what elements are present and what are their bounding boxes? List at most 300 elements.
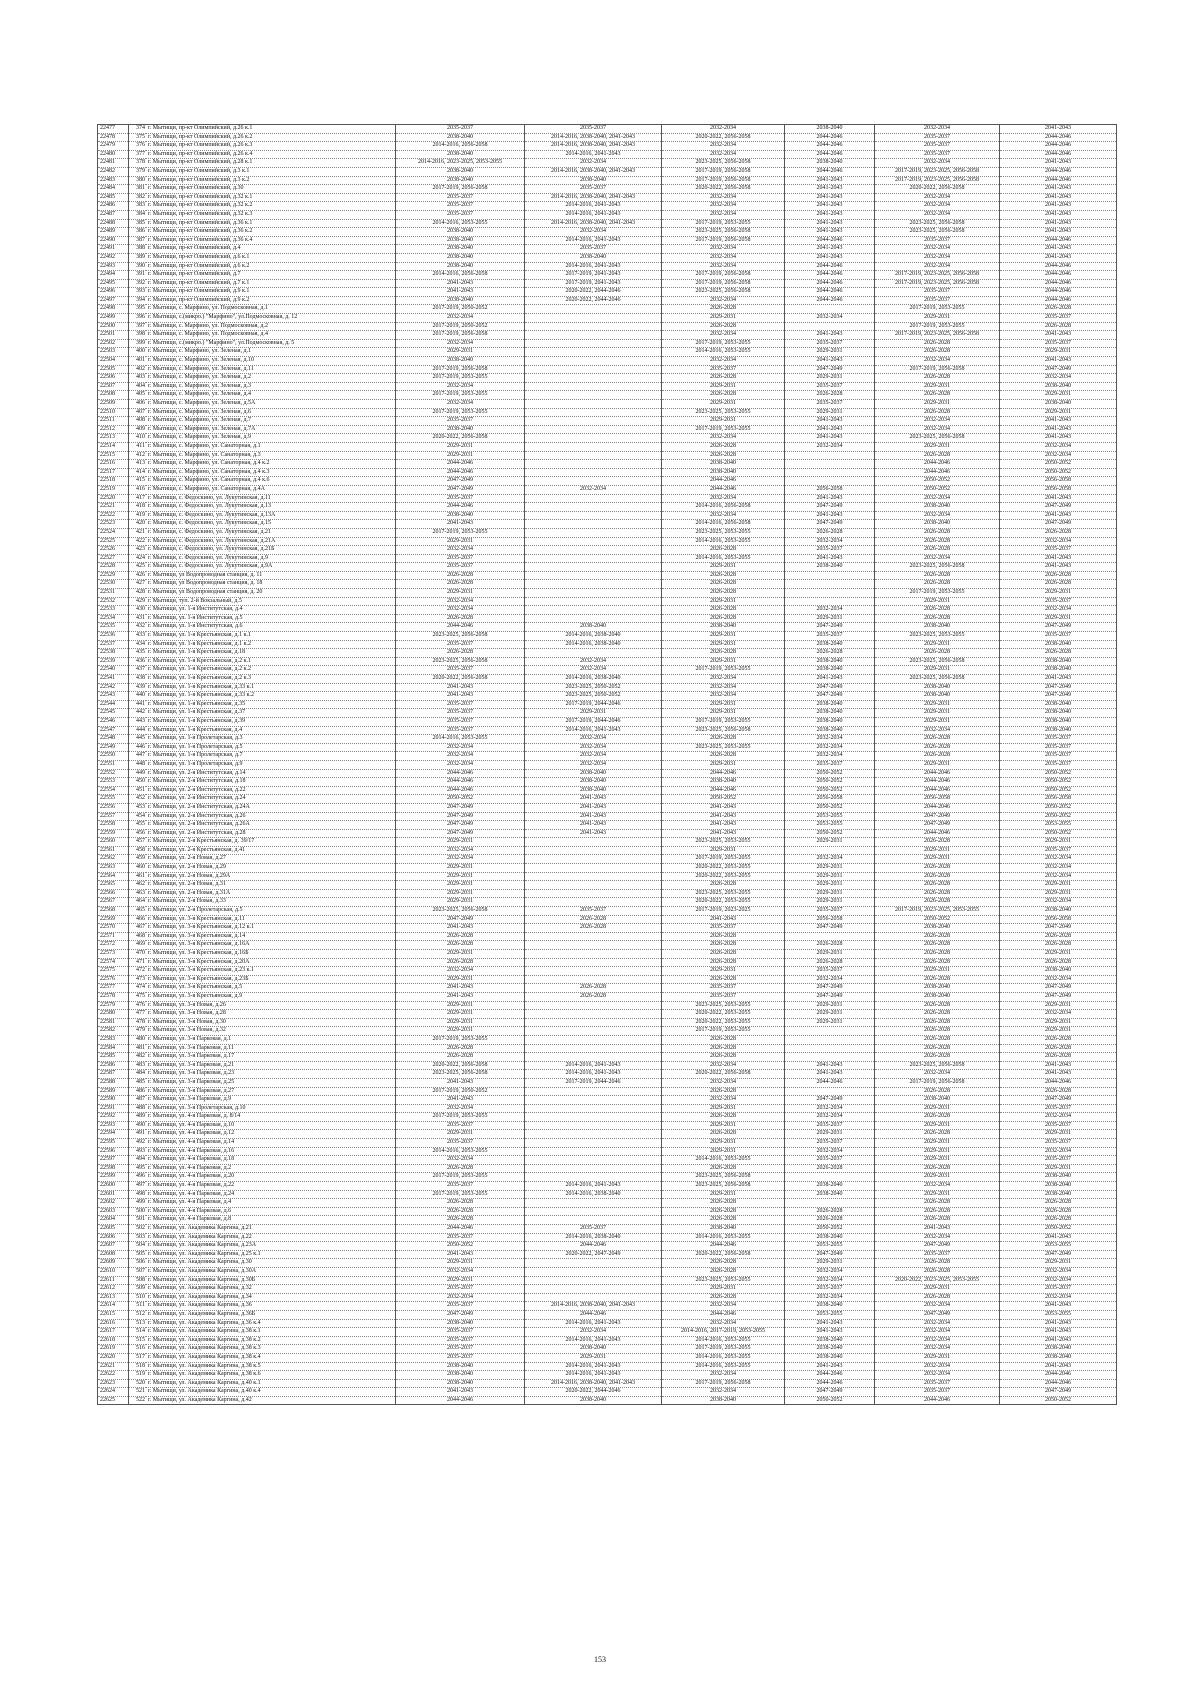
address-cell: г. Мытищи, ул. Академика Каргина, д.38 к.6 bbox=[146, 1371, 396, 1380]
period-cell-5: 2026-2028 bbox=[875, 898, 1000, 907]
period-cell-2 bbox=[525, 1164, 662, 1173]
period-cell-1: 2032-2034 bbox=[396, 1267, 525, 1276]
period-cell-2: 2014-2016, 2041-2043 bbox=[525, 1319, 662, 1328]
table-row bbox=[98, 1130, 1117, 1139]
period-cell-4: 2035-2037 bbox=[785, 967, 875, 976]
table-row bbox=[98, 967, 1117, 976]
period-cell-1: 2029-2031 bbox=[396, 889, 525, 898]
period-cell-2: 2032-2034 bbox=[525, 1328, 662, 1337]
address-cell: г. Мытищи, ул. 4-я Парковая, д.20 bbox=[146, 1173, 396, 1182]
row-number-cell: 511 bbox=[129, 1302, 147, 1311]
period-cell-5: 2026-2028 bbox=[875, 1207, 1000, 1216]
address-cell: г. Мытищи, ул. 2-я Институтская, д.22 bbox=[146, 786, 396, 795]
row-id-cell: 22596 bbox=[98, 1147, 129, 1156]
period-cell-1: 2032-2034 bbox=[396, 1293, 525, 1302]
row-id-cell: 22516 bbox=[98, 460, 129, 469]
row-number-cell: 426 bbox=[129, 571, 147, 580]
period-cell-1: 2026-2028 bbox=[396, 1207, 525, 1216]
address-cell: г. Мытищи, ул. Академика Каргина, д.34 bbox=[146, 1293, 396, 1302]
period-cell-6: 2035-2037 bbox=[1000, 1156, 1117, 1165]
period-cell-4: 2026-2028 bbox=[785, 1216, 875, 1225]
period-cell-1: 2023-2025, 2056-2058 bbox=[396, 907, 525, 916]
address-cell: г. Мытищи, пр-кт Олимпийский, д.6 к.1 bbox=[146, 253, 396, 262]
period-cell-3: 2017-2019, 2056-2058 bbox=[662, 279, 785, 288]
period-cell-4: 2044-2046 bbox=[785, 1379, 875, 1388]
period-cell-2 bbox=[525, 451, 662, 460]
row-number-cell: 425 bbox=[129, 563, 147, 572]
period-cell-5: 2032-2034 bbox=[875, 159, 1000, 168]
row-number-cell: 505 bbox=[129, 1250, 147, 1259]
period-cell-5: 2023-2025, 2056-2058 bbox=[875, 563, 1000, 572]
period-cell-3: 2026-2028 bbox=[662, 735, 785, 744]
period-cell-4: 2035-2037 bbox=[785, 400, 875, 409]
period-cell-3: 2023-2025, 2056-2058 bbox=[662, 159, 785, 168]
period-cell-1: 2038-2040 bbox=[396, 133, 525, 142]
period-cell-5: 2032-2034 bbox=[875, 245, 1000, 254]
row-number-cell: 422 bbox=[129, 537, 147, 546]
period-cell-2: 2023-2025, 2050-2052 bbox=[525, 683, 662, 692]
address-cell: г. Мытищи, ул. 3-я Крестьянская, д.16Б bbox=[146, 950, 396, 959]
period-cell-3: 2029-2031 bbox=[662, 760, 785, 769]
period-cell-2 bbox=[525, 1044, 662, 1053]
period-cell-2: 2020-2022, 2044-2046 bbox=[525, 1388, 662, 1397]
period-cell-5: 2026-2028 bbox=[875, 1259, 1000, 1268]
period-cell-2: 2014-2016, 2038-2040 bbox=[525, 640, 662, 649]
address-cell: г. Мытищи, пр-кт Олимпийский, д.9 к.1 bbox=[146, 288, 396, 297]
period-cell-1: 2041-2043 bbox=[396, 279, 525, 288]
period-cell-6: 2029-2031 bbox=[1000, 1018, 1117, 1027]
period-cell-5: 2026-2028 bbox=[875, 537, 1000, 546]
period-cell-5: 2032-2034 bbox=[875, 511, 1000, 520]
table-row bbox=[98, 829, 1117, 838]
period-cell-4: 2050-2052 bbox=[785, 803, 875, 812]
period-cell-3: 2017-2019, 2053-2055 bbox=[662, 855, 785, 864]
row-number-cell: 501 bbox=[129, 1216, 147, 1225]
row-id-cell: 22512 bbox=[98, 425, 129, 434]
period-cell-5: 2026-2028 bbox=[875, 941, 1000, 950]
row-number-cell: 451 bbox=[129, 786, 147, 795]
period-cell-2: 2014-2016, 2038-2040, 2041-2043 bbox=[525, 133, 662, 142]
period-cell-1: 2029-2031 bbox=[396, 1001, 525, 1010]
row-id-cell: 22610 bbox=[98, 1267, 129, 1276]
table-row bbox=[98, 1233, 1117, 1242]
period-cell-6: 2041-2043 bbox=[1000, 202, 1117, 211]
row-id-cell: 22593 bbox=[98, 1121, 129, 1130]
row-id-cell: 22537 bbox=[98, 640, 129, 649]
table-row bbox=[98, 485, 1117, 494]
period-cell-1: 2047-2049 bbox=[396, 477, 525, 486]
table-row bbox=[98, 1250, 1117, 1259]
period-cell-5: 2032-2034 bbox=[875, 726, 1000, 735]
period-cell-2 bbox=[525, 1199, 662, 1208]
table-row bbox=[98, 1010, 1117, 1019]
row-number-cell: 421 bbox=[129, 528, 147, 537]
period-cell-5: 2023-2025, 2056-2058 bbox=[875, 1061, 1000, 1070]
period-cell-4: 2032-2034 bbox=[785, 1147, 875, 1156]
row-number-cell: 396 bbox=[129, 314, 147, 323]
period-cell-4: 2038-2040 bbox=[785, 666, 875, 675]
period-cell-1: 2029-2031 bbox=[396, 864, 525, 873]
table-row bbox=[98, 365, 1117, 374]
row-number-cell: 520 bbox=[129, 1379, 147, 1388]
period-cell-1: 2035-2037 bbox=[396, 494, 525, 503]
table-row bbox=[98, 1276, 1117, 1285]
period-cell-1: 2032-2034 bbox=[396, 339, 525, 348]
period-cell-2: 2026-2028 bbox=[525, 984, 662, 993]
row-number-cell: 449 bbox=[129, 769, 147, 778]
period-cell-6: 2038-2040 bbox=[1000, 1190, 1117, 1199]
period-cell-1: 2026-2028 bbox=[396, 1053, 525, 1062]
row-number-cell: 382 bbox=[129, 193, 147, 202]
period-cell-3: 2029-2031 bbox=[662, 640, 785, 649]
address-cell: г. Мытищи, ул. 3-я Крестьянская, д.14 bbox=[146, 932, 396, 941]
period-cell-3: 2017-2019, 2056-2058 bbox=[662, 1379, 785, 1388]
period-cell-4: 2047-2049 bbox=[785, 1388, 875, 1397]
row-id-cell: 22523 bbox=[98, 520, 129, 529]
row-number-cell: 402 bbox=[129, 365, 147, 374]
address-cell: г. Мытищи, ул. 2-я Новая, д.31А bbox=[146, 889, 396, 898]
period-cell-3: 2032-2034 bbox=[662, 193, 785, 202]
period-cell-2: 2014-2016, 2041-2043 bbox=[525, 236, 662, 245]
period-cell-1: 2038-2040 bbox=[396, 1362, 525, 1371]
row-id-cell: 22577 bbox=[98, 984, 129, 993]
period-cell-2: 2017-2019, 2041-2043 bbox=[525, 279, 662, 288]
row-id-cell: 22597 bbox=[98, 1156, 129, 1165]
page-number: 153 bbox=[594, 1655, 606, 1664]
period-cell-3: 2041-2043 bbox=[662, 829, 785, 838]
period-cell-6: 2029-2031 bbox=[1000, 1164, 1117, 1173]
table-row bbox=[98, 941, 1117, 950]
period-cell-1: 2041-2043 bbox=[396, 520, 525, 529]
period-cell-1: 2026-2028 bbox=[396, 1044, 525, 1053]
period-cell-6: 2032-2034 bbox=[1000, 374, 1117, 383]
period-cell-3: 2023-2025, 2053-2055 bbox=[662, 1001, 785, 1010]
row-number-cell: 495 bbox=[129, 1164, 147, 1173]
period-cell-1: 2020-2022, 2056-2058 bbox=[396, 1061, 525, 1070]
row-number-cell: 496 bbox=[129, 1173, 147, 1182]
address-cell: г. Мытищи, с. Марфино, ул. Зеленая, д.7А bbox=[146, 425, 396, 434]
row-id-cell: 22496 bbox=[98, 288, 129, 297]
period-cell-3: 2026-2028 bbox=[662, 1130, 785, 1139]
period-cell-5: 2029-2031 bbox=[875, 1173, 1000, 1182]
period-cell-6: 2032-2034 bbox=[1000, 1293, 1117, 1302]
row-id-cell: 22563 bbox=[98, 864, 129, 873]
row-number-cell: 434 bbox=[129, 640, 147, 649]
table-row bbox=[98, 1371, 1117, 1380]
period-cell-5: 2026-2028 bbox=[875, 571, 1000, 580]
row-id-cell: 22561 bbox=[98, 846, 129, 855]
period-cell-2: 2041-2043 bbox=[525, 803, 662, 812]
period-cell-2 bbox=[525, 460, 662, 469]
row-id-cell: 22526 bbox=[98, 546, 129, 555]
row-number-cell: 383 bbox=[129, 202, 147, 211]
period-cell-3: 2026-2028 bbox=[662, 1216, 785, 1225]
row-id-cell: 22488 bbox=[98, 219, 129, 228]
row-number-cell: 443 bbox=[129, 717, 147, 726]
row-id-cell: 22611 bbox=[98, 1276, 129, 1285]
row-id-cell: 22543 bbox=[98, 692, 129, 701]
period-cell-2: 2032-2034 bbox=[525, 735, 662, 744]
row-id-cell: 22521 bbox=[98, 503, 129, 512]
period-cell-5: 2026-2028 bbox=[875, 606, 1000, 615]
period-cell-6: 2032-2034 bbox=[1000, 1147, 1117, 1156]
period-cell-1: 2035-2037 bbox=[396, 1233, 525, 1242]
period-cell-5: 2050-2052 bbox=[875, 477, 1000, 486]
address-cell: г. Мытищи, пр-кт Олимпийский, д.26 к.2 bbox=[146, 133, 396, 142]
period-cell-6: 2029-2031 bbox=[1000, 1001, 1117, 1010]
period-cell-4: 2050-2052 bbox=[785, 829, 875, 838]
period-cell-2: 2014-2016, 2041-2043 bbox=[525, 150, 662, 159]
address-cell: г. Мытищи, ул. Академика Каргина, д.30Б bbox=[146, 1276, 396, 1285]
period-cell-1: 2032-2034 bbox=[396, 314, 525, 323]
period-cell-5: 2017-2019, 2023-2025, 2056-2058 bbox=[875, 176, 1000, 185]
period-cell-5: 2026-2028 bbox=[875, 1164, 1000, 1173]
table-row bbox=[98, 477, 1117, 486]
period-cell-5: 2044-2046 bbox=[875, 778, 1000, 787]
row-id-cell: 22588 bbox=[98, 1078, 129, 1087]
period-cell-1: 2041-2043 bbox=[396, 1096, 525, 1105]
period-cell-6: 2050-2052 bbox=[1000, 803, 1117, 812]
address-cell: г. Мытищи, с. Марфино, ул. Санаторная, д.1 bbox=[146, 442, 396, 451]
period-cell-2: 2038-2040 bbox=[525, 1345, 662, 1354]
period-cell-3: 2026-2028 bbox=[662, 1207, 785, 1216]
address-cell: г. Мытищи, с. Марфино, ул. Зеленая, д.4 bbox=[146, 391, 396, 400]
address-cell: г. Мытищи, ул. 3-я Новая, д.28 bbox=[146, 1010, 396, 1019]
row-number-cell: 405 bbox=[129, 391, 147, 400]
table-row bbox=[98, 434, 1117, 443]
address-cell: г. Мытищи, с. Федоскино, ул. Лукутинская, д.15 bbox=[146, 520, 396, 529]
period-cell-4: 2041-2043 bbox=[785, 417, 875, 426]
address-cell: г. Мытищи, ул. 4-я Парковая, д.12 bbox=[146, 1130, 396, 1139]
period-cell-6: 2032-2034 bbox=[1000, 855, 1117, 864]
period-cell-3: 2017-2019, 2056-2058 bbox=[662, 271, 785, 280]
table-row bbox=[98, 1267, 1117, 1276]
row-id-cell: 22540 bbox=[98, 666, 129, 675]
address-cell: г. Мытищи, ул. 3-я Крестьянская, д.16А bbox=[146, 941, 396, 950]
period-cell-2 bbox=[525, 1096, 662, 1105]
period-cell-1: 2035-2037 bbox=[396, 193, 525, 202]
period-cell-4 bbox=[785, 1027, 875, 1036]
row-number-cell: 513 bbox=[129, 1319, 147, 1328]
period-cell-4 bbox=[785, 589, 875, 598]
address-cell: г. Мытищи, ул. 2-я Институтская, д.26А bbox=[146, 821, 396, 830]
period-cell-5: 2029-2031 bbox=[875, 382, 1000, 391]
period-cell-6: 2038-2040 bbox=[1000, 717, 1117, 726]
row-number-cell: 521 bbox=[129, 1388, 147, 1397]
period-cell-4: 2029-2031 bbox=[785, 408, 875, 417]
period-cell-3: 2023-2025, 2053-2055 bbox=[662, 743, 785, 752]
table-row bbox=[98, 1302, 1117, 1311]
period-cell-2 bbox=[525, 357, 662, 366]
table-row bbox=[98, 554, 1117, 563]
period-cell-4: 2029-2031 bbox=[785, 614, 875, 623]
table-row bbox=[98, 846, 1117, 855]
period-cell-2 bbox=[525, 975, 662, 984]
table-row bbox=[98, 907, 1117, 916]
row-id-cell: 22580 bbox=[98, 1010, 129, 1019]
period-cell-2 bbox=[525, 881, 662, 890]
address-cell: г. Мытищи, пр-кт Олимпийский, д.32 к.2 bbox=[146, 202, 396, 211]
row-number-cell: 498 bbox=[129, 1190, 147, 1199]
period-cell-4: 2038-2040 bbox=[785, 1233, 875, 1242]
period-cell-4: 2026-2028 bbox=[785, 391, 875, 400]
address-cell: г. Мытищи, с. Марфино, ул. Зеленая, д.6 bbox=[146, 408, 396, 417]
row-number-cell: 493 bbox=[129, 1147, 147, 1156]
period-cell-6: 2047-2049 bbox=[1000, 623, 1117, 632]
period-cell-6: 2038-2040 bbox=[1000, 400, 1117, 409]
period-cell-5: 2017-2019, 2056-2058 bbox=[875, 365, 1000, 374]
period-cell-3: 2032-2034 bbox=[662, 692, 785, 701]
period-cell-3: 2044-2046 bbox=[662, 1242, 785, 1251]
period-cell-3: 2014-2016, 2053-2055 bbox=[662, 1362, 785, 1371]
address-cell: г. Мытищи, пр-кт Олимпийский, д.32 к.3 bbox=[146, 210, 396, 219]
period-cell-4: 2041-2043 bbox=[785, 554, 875, 563]
period-cell-2 bbox=[525, 589, 662, 598]
period-cell-3: 2032-2034 bbox=[662, 1061, 785, 1070]
address-cell: г. Мытищи, ул. 4-я Парковая, д.10 bbox=[146, 1121, 396, 1130]
period-cell-5: 2026-2028 bbox=[875, 1053, 1000, 1062]
address-cell: г. Мытищи, пр-кт Олимпийский, д.4 bbox=[146, 245, 396, 254]
period-cell-2 bbox=[525, 1121, 662, 1130]
period-cell-5: 2032-2034 bbox=[875, 1233, 1000, 1242]
period-cell-3: 2032-2034 bbox=[662, 357, 785, 366]
table-row bbox=[98, 975, 1117, 984]
row-number-cell: 510 bbox=[129, 1293, 147, 1302]
period-cell-1: 2017-2019, 2056-2058 bbox=[396, 331, 525, 340]
row-id-cell: 22510 bbox=[98, 408, 129, 417]
table-row bbox=[98, 494, 1117, 503]
period-cell-6: 2041-2043 bbox=[1000, 357, 1117, 366]
table-row bbox=[98, 950, 1117, 959]
period-cell-1: 2032-2034 bbox=[396, 967, 525, 976]
address-cell: г. Мытищи, с. Марфино, ул. Зеленая, д.7 bbox=[146, 417, 396, 426]
period-cell-6: 2038-2040 bbox=[1000, 1182, 1117, 1191]
period-cell-3: 2017-2019, 2053-2055 bbox=[662, 219, 785, 228]
period-cell-6: 2035-2037 bbox=[1000, 597, 1117, 606]
period-cell-3: 2026-2028 bbox=[662, 1199, 785, 1208]
table-row bbox=[98, 1096, 1117, 1105]
period-cell-3: 2020-2022, 2056-2058 bbox=[662, 1250, 785, 1259]
table-row bbox=[98, 915, 1117, 924]
period-cell-1: 2038-2040 bbox=[396, 511, 525, 520]
period-cell-3: 2029-2031 bbox=[662, 1285, 785, 1294]
table-row bbox=[98, 193, 1117, 202]
period-cell-3: 2026-2028 bbox=[662, 958, 785, 967]
period-cell-2 bbox=[525, 941, 662, 950]
period-cell-5: 2026-2028 bbox=[875, 451, 1000, 460]
period-cell-2 bbox=[525, 898, 662, 907]
period-cell-1: 2044-2046 bbox=[396, 778, 525, 787]
row-number-cell: 397 bbox=[129, 322, 147, 331]
period-cell-1: 2014-2016, 2023-2025, 2053-2055 bbox=[396, 159, 525, 168]
period-cell-4: 2044-2046 bbox=[785, 271, 875, 280]
period-cell-5: 2023-2025, 2056-2058 bbox=[875, 228, 1000, 237]
row-number-cell: 516 bbox=[129, 1345, 147, 1354]
row-number-cell: 395 bbox=[129, 305, 147, 314]
period-cell-5: 2026-2028 bbox=[875, 889, 1000, 898]
period-cell-6: 2047-2049 bbox=[1000, 992, 1117, 1001]
period-cell-6: 2029-2031 bbox=[1000, 1130, 1117, 1139]
period-cell-1: 2026-2028 bbox=[396, 1216, 525, 1225]
period-cell-6: 2044-2046 bbox=[1000, 262, 1117, 271]
address-cell: г. Мытищи, ул. 1-я Крестьянская, д.2 к.3 bbox=[146, 675, 396, 684]
period-cell-5: 2032-2034 bbox=[875, 494, 1000, 503]
period-cell-6: 2041-2043 bbox=[1000, 253, 1117, 262]
period-cell-5: 2035-2037 bbox=[875, 150, 1000, 159]
row-number-cell: 485 bbox=[129, 1078, 147, 1087]
address-cell: г. Мытищи, ул. Академика Каргина, д.36 bbox=[146, 1302, 396, 1311]
period-cell-2 bbox=[525, 537, 662, 546]
period-cell-2 bbox=[525, 305, 662, 314]
period-cell-4 bbox=[785, 1044, 875, 1053]
period-cell-2 bbox=[525, 1267, 662, 1276]
table-row bbox=[98, 460, 1117, 469]
period-cell-3: 2020-2022, 2053-2055 bbox=[662, 1018, 785, 1027]
period-cell-6: 2044-2046 bbox=[1000, 133, 1117, 142]
table-row bbox=[98, 700, 1117, 709]
address-cell: г. Мытищи, с. Федоскино, ул. Лукутинская, д.9А bbox=[146, 563, 396, 572]
row-id-cell: 22504 bbox=[98, 357, 129, 366]
period-cell-5: 2017-2019, 2053-2055 bbox=[875, 322, 1000, 331]
period-cell-1: 2032-2034 bbox=[396, 1156, 525, 1165]
row-id-cell: 22509 bbox=[98, 400, 129, 409]
period-cell-3: 2032-2034 bbox=[662, 262, 785, 271]
period-cell-2 bbox=[525, 554, 662, 563]
period-cell-1: 2029-2031 bbox=[396, 1130, 525, 1139]
row-number-cell: 380 bbox=[129, 176, 147, 185]
period-cell-6: 2029-2031 bbox=[1000, 614, 1117, 623]
row-number-cell: 480 bbox=[129, 1035, 147, 1044]
row-id-cell: 22621 bbox=[98, 1362, 129, 1371]
period-cell-4: 2044-2046 bbox=[785, 236, 875, 245]
period-cell-5: 2029-2031 bbox=[875, 1121, 1000, 1130]
address-cell: г. Мытищи, ул. Академика Каргина, д.30А bbox=[146, 1267, 396, 1276]
period-cell-2 bbox=[525, 425, 662, 434]
period-cell-1: 2026-2028 bbox=[396, 1164, 525, 1173]
period-cell-4: 2038-2040 bbox=[785, 640, 875, 649]
period-cell-1: 2032-2034 bbox=[396, 606, 525, 615]
period-cell-4 bbox=[785, 597, 875, 606]
period-cell-6: 2035-2037 bbox=[1000, 1104, 1117, 1113]
period-cell-3: 2032-2034 bbox=[662, 1319, 785, 1328]
row-id-cell: 22587 bbox=[98, 1070, 129, 1079]
row-number-cell: 408 bbox=[129, 417, 147, 426]
period-cell-6: 2044-2046 bbox=[1000, 288, 1117, 297]
row-id-cell: 22568 bbox=[98, 907, 129, 916]
period-cell-6: 2053-2055 bbox=[1000, 821, 1117, 830]
row-number-cell: 458 bbox=[129, 846, 147, 855]
period-cell-3: 2026-2028 bbox=[662, 442, 785, 451]
period-cell-5: 2017-2019, 2023-2025, 2056-2058 bbox=[875, 167, 1000, 176]
row-number-cell: 424 bbox=[129, 554, 147, 563]
row-number-cell: 504 bbox=[129, 1242, 147, 1251]
row-number-cell: 447 bbox=[129, 752, 147, 761]
period-cell-5: 2017-2019, 2056-2058 bbox=[875, 1078, 1000, 1087]
period-cell-1: 2035-2037 bbox=[396, 202, 525, 211]
period-cell-4 bbox=[785, 1035, 875, 1044]
table-row bbox=[98, 992, 1117, 1001]
address-cell: г. Мытищи, ул. 1-я Институтская, д.4 bbox=[146, 606, 396, 615]
address-cell: г. Мытищи, ул. 3-я Пролетарская, д.10 bbox=[146, 1104, 396, 1113]
period-cell-4: 2026-2028 bbox=[785, 1164, 875, 1173]
period-cell-2: 2026-2028 bbox=[525, 924, 662, 933]
address-cell: г. Мытищи, с. Марфино, ул. Зеленая, д.3 bbox=[146, 382, 396, 391]
period-cell-6: 2035-2037 bbox=[1000, 752, 1117, 761]
row-number-cell: 462 bbox=[129, 881, 147, 890]
period-cell-5: 2026-2028 bbox=[875, 1216, 1000, 1225]
row-number-cell: 491 bbox=[129, 1130, 147, 1139]
period-cell-2 bbox=[525, 494, 662, 503]
